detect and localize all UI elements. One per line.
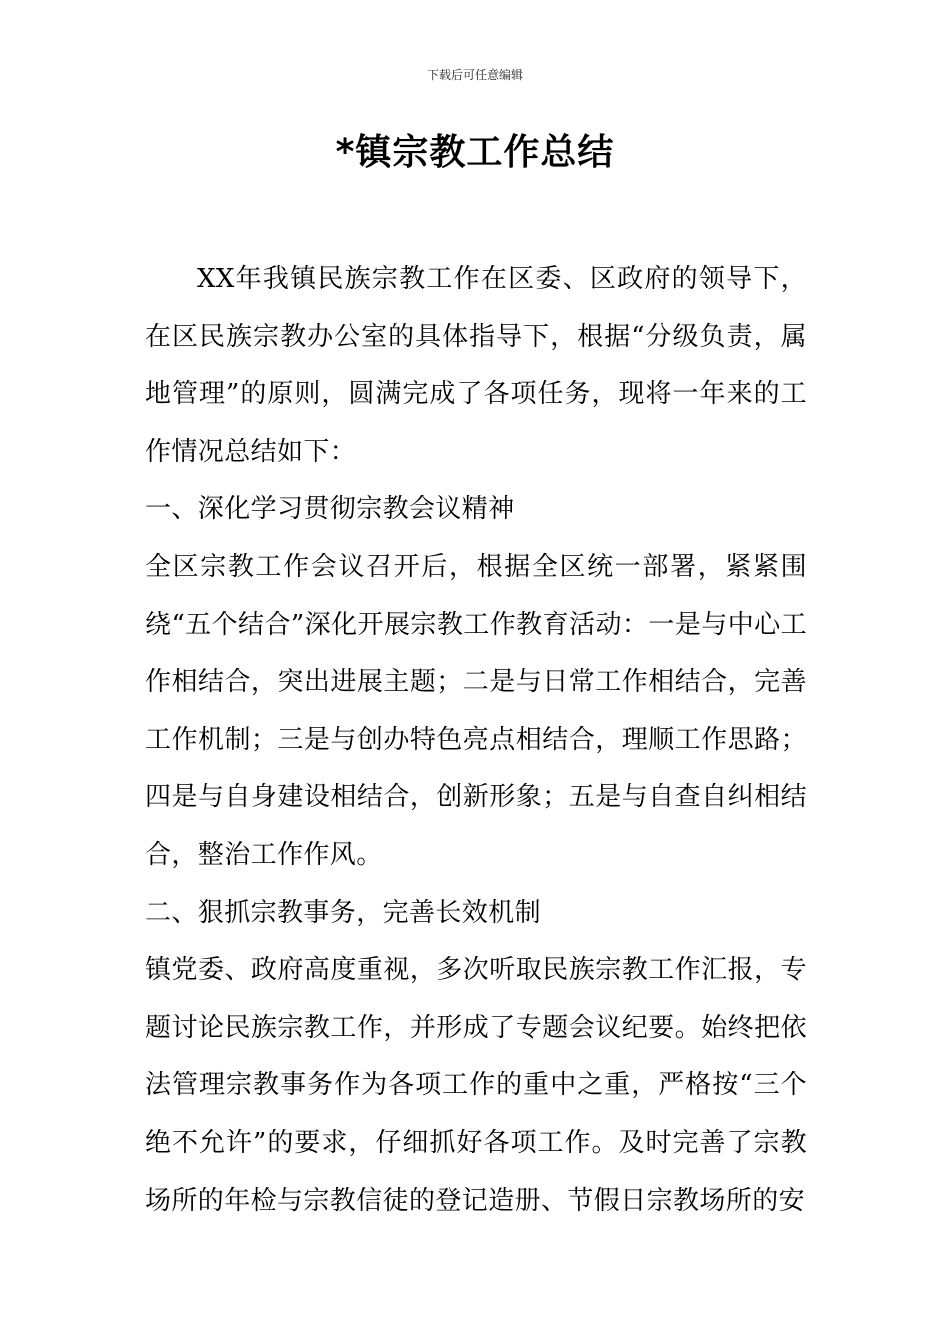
section-2-paragraph: 镇党委、政府高度重视，多次听取民族宗教工作汇报，专题讨论民族宗教工作，并形成了专题会议纪要。始终把依法管理宗教事务作为各项工作的重中之重，严格按“三个绝不允许”的要求，仔细抓好各项工作。及时完善了宗教场所的年检与宗教信徒的登记造册、节假日宗教场所的安	[145, 955, 807, 1216]
section-heading-1: 一、深化学习贯彻宗教会议精神	[145, 494, 515, 525]
intro-paragraph: XX年我镇民族宗教工作在区委、区政府的领导下，在区民族宗教办公室的具体指导下，根据“分级负责，属地管理”的原则，圆满完成了各项任务，现将一年来的工作情况总结如下：	[145, 264, 807, 467]
section-1-paragraph: 全区宗教工作会议召开后，根据全区统一部署，紧紧围绕“五个结合”深化开展宗教工作教育活动：一是与中心工作相结合，突出进展主题；二是与日常工作相结合，完善工作机制；三是与创办特色亮点相结合，理顺工作思路；四是与自身建设相结合，创新形象；五是与自查自纠相结合，整治工作作风。	[145, 551, 807, 870]
document-body	[145, 251, 807, 1230]
page-header-note: 下载后可任意编辑	[426, 68, 523, 82]
section-heading-2: 二、狠抓宗教事务，完善长效机制	[145, 897, 542, 928]
document-title: *镇宗教工作总结	[335, 132, 615, 173]
